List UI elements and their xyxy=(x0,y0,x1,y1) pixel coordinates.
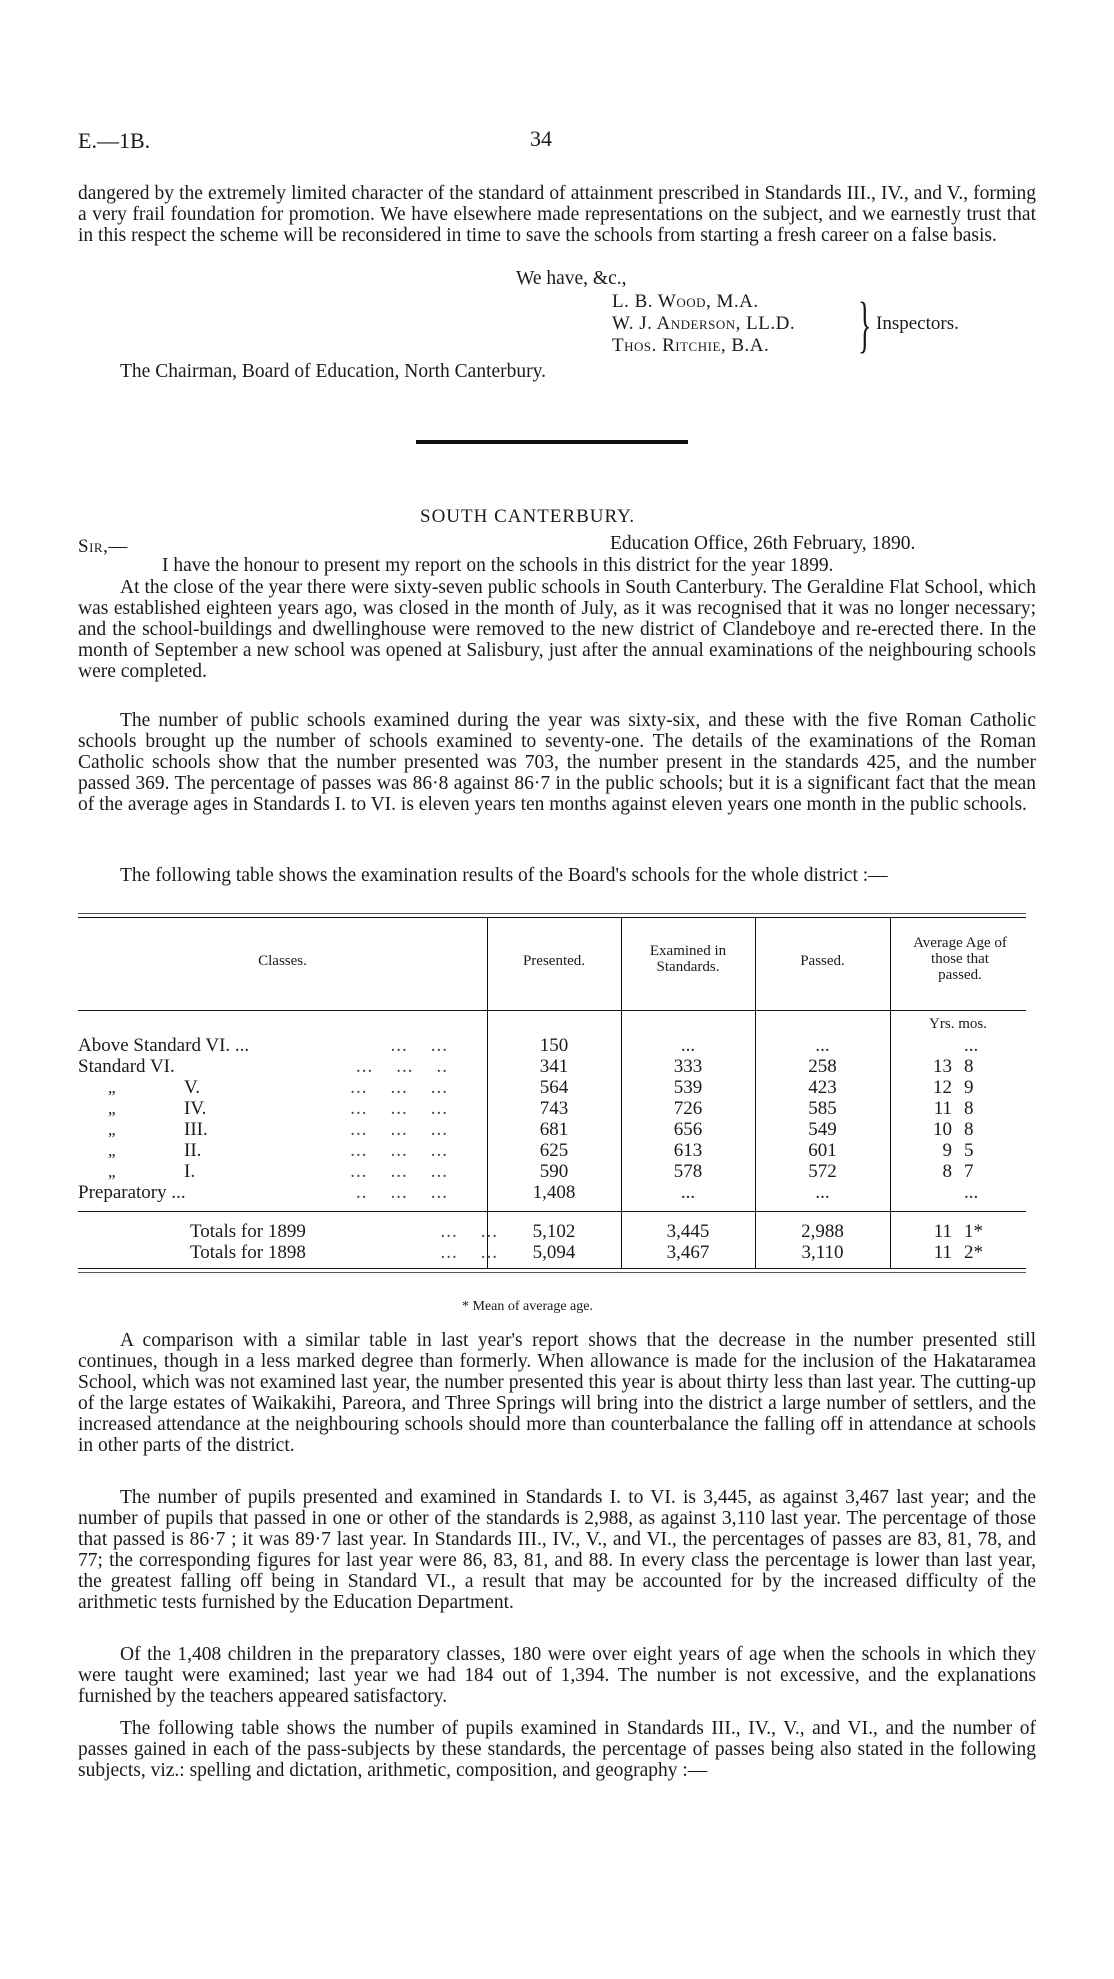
row-label: V. xyxy=(184,1077,201,1098)
header-bottom-rule xyxy=(78,1010,1026,1011)
totals-row xyxy=(78,1242,1026,1263)
passed-value: 572 xyxy=(808,1161,837,1182)
row-label: II. xyxy=(184,1140,202,1161)
leader-dots: ... ... ... xyxy=(350,1077,448,1098)
leader-dots: .. ... ... xyxy=(356,1182,448,1203)
row-label: Totals for 1899 xyxy=(190,1221,306,1242)
leader-dots: ... ... ... xyxy=(350,1119,448,1140)
leader-dots: ... ... xyxy=(440,1221,498,1242)
passed-value: 3,110 xyxy=(801,1242,844,1263)
age-years-value: 11 xyxy=(933,1242,952,1263)
table-top-rule xyxy=(78,917,1026,918)
row-label: I. xyxy=(184,1161,196,1182)
age-months-value: 8 xyxy=(964,1119,974,1140)
closing-paragraph-4: The following table shows the number of pupils examined in Standards III., IV., V., and VI., and the number of passes gained in each of the pass-subjects by these standards, the percentage of passes being also stated in the following subjects, viz.: spelling and dictation, arithmetic, composition, and geography :— xyxy=(78,1718,1036,1781)
passed-value: 423 xyxy=(808,1077,837,1098)
table-row xyxy=(78,1140,1026,1161)
presented-value: 625 xyxy=(539,1140,569,1161)
row-label: Preparatory ... xyxy=(78,1182,186,1203)
section-divider xyxy=(416,440,688,444)
paragraph-4: The following table shows the examination results of the Board's schools for the whole district :— xyxy=(120,865,888,886)
table-bottom-rule xyxy=(78,1268,1026,1269)
examined-value: 726 xyxy=(673,1098,703,1119)
closing-paragraph-2: The number of pupils presented and examined in Standards I. to VI. is 3,445, as against 3,467 last year; and the number of pupils that passed in one or other of the standards is 2,988, as against 3,110 last year. The percentage of those that passed is 86·7 ; it was 89·7 last year. In Standards III., IV., V., and VI., the percentages of passes are 83, 81, 78, and 77; the corresponding figures for last year were 86, 83, 81, and 88. In every class the percentage is lower than last year, the greatest falling off being in Standard VI., a result that may be accounted for by the increased difficulty of the arithmetic tests furnished by the Education Department. xyxy=(78,1487,1036,1613)
ditto-mark: „ xyxy=(108,1162,116,1181)
presented-value: 681 xyxy=(539,1119,569,1140)
age-years-value: 11 xyxy=(933,1098,952,1119)
examined-value: 613 xyxy=(673,1140,703,1161)
row-label: IV. xyxy=(184,1098,207,1119)
page-number: 34 xyxy=(530,126,552,151)
age-months-value: ... xyxy=(964,1182,979,1203)
passed-value: ... xyxy=(815,1182,830,1203)
examined-value: 578 xyxy=(673,1161,703,1182)
examined-value: ... xyxy=(680,1035,696,1056)
examined-value: 3,445 xyxy=(666,1221,710,1242)
paragraph-1: I have the honour to present my report on the schools in this district for the year 1899. xyxy=(162,555,834,576)
closing-paragraph-1: A comparison with a similar table in last year's report shows that the decrease in the number presented still continues, though in a less marked degree than formerly. When allowance is made for the inclusion of the Hakataramea School, which was not examined last year, the number presented this year is about thirty less than last year. The cutting-up of the large estates of Waikakihi, Pareora, and Three Springs will bring into the district a large number of settlers, and the increased attendance at the neighbouring schools should more than counterbalance the falling off in attendance at schools in other parts of the district. xyxy=(78,1330,1036,1456)
table-top-rule-thin xyxy=(78,913,1026,914)
header-passed: Passed. xyxy=(800,953,845,969)
age-years-value: 9 xyxy=(942,1140,952,1161)
age-years-value: 10 xyxy=(933,1119,952,1140)
table-bottom-rule-thin xyxy=(78,1272,1026,1273)
age-months-value: 2* xyxy=(964,1242,983,1263)
age-months-value: 8 xyxy=(964,1056,974,1077)
totals-rule xyxy=(78,1211,1026,1212)
age-months-value: 8 xyxy=(964,1098,974,1119)
age-units: Yrs. mos. xyxy=(929,1016,987,1032)
age-months-value: 1* xyxy=(964,1221,983,1242)
examined-value: 539 xyxy=(673,1077,703,1098)
age-years-value: 12 xyxy=(933,1077,952,1098)
paragraph-3: The number of public schools examined during the year was sixty-six, and these with the five Roman Catholic schools brought up the number of schools examined to seventy-one. The details of the examinations of the Roman Catholic schools show that the number presented was 703, the number present in the standards 425, and the number passed 369. The percentage of passes was 86·8 against 86·7 in the public schools; but it is a significant fact that the mean of the average ages in Standards I. to VI. is eleven years ten months against eleven years one month in the public schools. xyxy=(78,710,1036,815)
dateline: Education Office, 26th February, 1890. xyxy=(610,533,916,554)
ditto-mark: „ xyxy=(108,1120,116,1139)
age-months-value: 7 xyxy=(964,1161,974,1182)
brace-icon: } xyxy=(858,291,872,359)
row-label: III. xyxy=(184,1119,208,1140)
presented-value: 743 xyxy=(539,1098,569,1119)
row-label: Standard VI. xyxy=(78,1056,175,1077)
table-row xyxy=(78,1119,1026,1140)
examined-value: 656 xyxy=(673,1119,703,1140)
results-table xyxy=(78,913,1026,1293)
salutation: Sir,— xyxy=(78,536,128,557)
table-footnote: * Mean of average age. xyxy=(462,1299,593,1314)
ditto-mark: „ xyxy=(108,1078,116,1097)
leader-dots: ... ... .. xyxy=(356,1056,448,1077)
ditto-mark: „ xyxy=(108,1141,116,1160)
passed-value: ... xyxy=(815,1035,830,1056)
closing-paragraph-3: Of the 1,408 children in the preparatory classes, 180 were over eight years of age when the schools in which they were taught were examined; last year we had 184 out of 1,394. The number is not excessive, and the explanations furnished by the teachers appeared satisfactory. xyxy=(78,1644,1036,1707)
leader-dots: ... ... ... xyxy=(350,1098,448,1119)
header-average-age: Average Age of those that passed. xyxy=(913,935,1007,983)
header-classes: Classes. xyxy=(258,953,307,969)
presented-value: 1,408 xyxy=(532,1182,576,1203)
age-months-value: ... xyxy=(964,1035,979,1056)
examined-value: 333 xyxy=(673,1056,703,1077)
document-reference: E.—1B. xyxy=(78,128,151,153)
presented-value: 5,102 xyxy=(532,1221,576,1242)
passed-value: 2,988 xyxy=(801,1221,844,1242)
presented-value: 564 xyxy=(539,1077,569,1098)
table-row xyxy=(78,1098,1026,1119)
header-presented: Presented. xyxy=(522,953,586,969)
intro-paragraph: dangered by the extremely limited character of the standard of attainment prescribed in Standards III., IV., and V., forming a very frail foundation for promotion. We have elsewhere made representations on the subject, and we earnestly trust that in this respect the scheme will be reconsidered in time to save the schools from starting a fresh career on a false basis. xyxy=(78,183,1036,246)
closing-line: We have, &c., xyxy=(516,268,627,289)
passed-value: 585 xyxy=(808,1098,837,1119)
passed-value: 258 xyxy=(808,1056,837,1077)
header-examined: Examined in Standards. xyxy=(649,943,727,975)
leader-dots: ... ... xyxy=(390,1035,448,1056)
signatory-3: Thos. Ritchie, B.A. xyxy=(612,335,770,356)
ditto-mark: „ xyxy=(108,1099,116,1118)
age-months-value: 5 xyxy=(964,1140,974,1161)
row-label: Above Standard VI. ... xyxy=(78,1035,250,1056)
passed-value: 549 xyxy=(808,1119,837,1140)
leader-dots: ... ... ... xyxy=(350,1161,448,1182)
leader-dots: ... ... ... xyxy=(350,1140,448,1161)
table-row xyxy=(78,1161,1026,1182)
age-months-value: 9 xyxy=(964,1077,974,1098)
passed-value: 601 xyxy=(808,1140,837,1161)
signatory-1: L. B. Wood, M.A. xyxy=(612,291,759,312)
addressee: The Chairman, Board of Education, North Canterbury. xyxy=(120,361,546,382)
examined-value: ... xyxy=(680,1182,696,1203)
presented-value: 341 xyxy=(539,1056,569,1077)
age-years-value: 11 xyxy=(933,1221,952,1242)
presented-value: 590 xyxy=(539,1161,569,1182)
row-label: Totals for 1898 xyxy=(190,1242,306,1263)
signatory-role: Inspectors. xyxy=(876,313,959,334)
table-row xyxy=(78,1182,1026,1203)
age-years-value: 8 xyxy=(942,1161,952,1182)
table-row xyxy=(78,1035,1026,1056)
presented-value: 5,094 xyxy=(532,1242,576,1263)
presented-value: 150 xyxy=(539,1035,569,1056)
table-row xyxy=(78,1056,1026,1077)
totals-row xyxy=(78,1221,1026,1242)
examined-value: 3,467 xyxy=(666,1242,710,1263)
paragraph-2: At the close of the year there were sixty-seven public schools in South Canterbury. The Geraldine Flat School, which was established eighteen years ago, was closed in the month of July, as it was recognised that it was no longer necessary; and the school-buildings and dwellinghouse were removed to the new district of Clandeboye and re-erected there. In the month of September a new school was opened at Salisbury, just after the annual examinations of the neighbouring schools were completed. xyxy=(78,577,1036,682)
signatory-2: W. J. Anderson, LL.D. xyxy=(612,313,796,334)
table-row xyxy=(78,1077,1026,1098)
age-years-value: 13 xyxy=(933,1056,952,1077)
section-title: SOUTH CANTERBURY. xyxy=(420,506,636,527)
leader-dots: ... ... xyxy=(440,1242,498,1263)
